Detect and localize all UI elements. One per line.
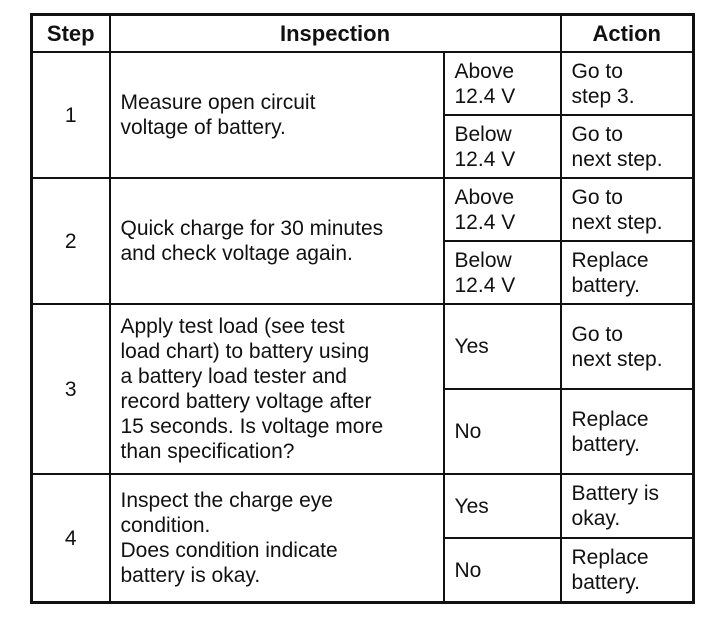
condition-line: No xyxy=(454,420,482,443)
condition-line: No xyxy=(454,558,482,582)
action-cell xyxy=(561,474,694,538)
action-cell xyxy=(561,241,694,304)
inspection-line: condition. xyxy=(120,514,211,537)
action-line: battery. xyxy=(571,432,640,456)
condition-line: 12.4 V xyxy=(454,147,516,171)
inspection-line: 15 seconds. Is voltage more xyxy=(120,415,384,438)
action-line: Replace xyxy=(571,248,649,272)
condition-cell xyxy=(444,178,561,241)
action-cell xyxy=(561,304,694,389)
condition-line: 12.4 V xyxy=(454,210,516,234)
action-line: next step. xyxy=(571,147,663,171)
action-line: next step. xyxy=(571,347,663,371)
step-number: 2 xyxy=(32,178,110,304)
action-line: battery. xyxy=(571,571,640,594)
inspection-line: battery is okay. xyxy=(120,564,261,587)
action-cell xyxy=(561,389,694,474)
step-number: 1 xyxy=(32,52,110,178)
step-number: 4 xyxy=(32,474,110,603)
condition-cell xyxy=(444,474,561,538)
inspection-line: and check voltage again. xyxy=(120,242,353,265)
action-cell xyxy=(561,115,694,178)
step-4-row-a xyxy=(32,474,694,538)
step-number: 3 xyxy=(32,304,110,474)
inspection-line: Apply test load (see test xyxy=(120,315,345,338)
action-line: battery. xyxy=(571,273,640,297)
condition-cell xyxy=(444,304,561,389)
header-inspection: Inspection xyxy=(110,15,561,53)
condition-line: Above xyxy=(454,59,515,83)
inspection-line: load chart) to battery using xyxy=(120,340,370,363)
action-line: next step. xyxy=(571,210,663,234)
action-cell xyxy=(561,52,694,115)
condition-cell xyxy=(444,538,561,603)
step-3-row-a xyxy=(32,304,694,389)
condition-line: Below xyxy=(454,122,512,146)
action-line: Battery is xyxy=(571,482,660,505)
action-line: Go to xyxy=(571,122,623,146)
header-row xyxy=(32,15,694,53)
header-action: Action xyxy=(561,15,694,53)
action-cell xyxy=(561,178,694,241)
condition-line: Yes xyxy=(454,335,489,358)
condition-cell xyxy=(444,241,561,304)
action-cell xyxy=(561,538,694,603)
inspection-line: than specification? xyxy=(120,440,295,463)
inspection-text xyxy=(110,52,444,178)
action-line: Replace xyxy=(571,407,649,431)
condition-cell xyxy=(444,115,561,178)
action-line: Go to xyxy=(571,185,623,209)
inspection-line: Does condition indicate xyxy=(120,539,338,562)
action-line: Go to xyxy=(571,322,623,346)
action-line: Go to xyxy=(571,59,623,83)
condition-cell xyxy=(444,52,561,115)
action-line: step 3. xyxy=(571,84,635,108)
condition-line: Above xyxy=(454,185,515,209)
inspection-line: Quick charge for 30 minutes xyxy=(120,217,384,240)
inspection-line: Measure open circuit xyxy=(120,91,316,114)
inspection-line: voltage of battery. xyxy=(120,116,286,139)
step-2-row-a xyxy=(32,178,694,241)
inspection-text xyxy=(110,304,444,474)
condition-line: 12.4 V xyxy=(454,273,516,297)
condition-line: Yes xyxy=(454,494,489,518)
condition-cell xyxy=(444,389,561,474)
condition-line: 12.4 V xyxy=(454,84,516,108)
battery-inspection-table xyxy=(30,13,695,604)
action-line: Replace xyxy=(571,546,649,569)
inspection-text xyxy=(110,474,444,603)
step-1-row-a xyxy=(32,52,694,115)
action-line: okay. xyxy=(571,507,621,530)
condition-line: Below xyxy=(454,248,512,272)
inspection-line: Inspect the charge eye xyxy=(120,489,333,512)
header-step: Step xyxy=(32,15,110,53)
inspection-line: record battery voltage after xyxy=(120,390,372,413)
inspection-line: a battery load tester and xyxy=(120,365,347,388)
inspection-text xyxy=(110,178,444,304)
